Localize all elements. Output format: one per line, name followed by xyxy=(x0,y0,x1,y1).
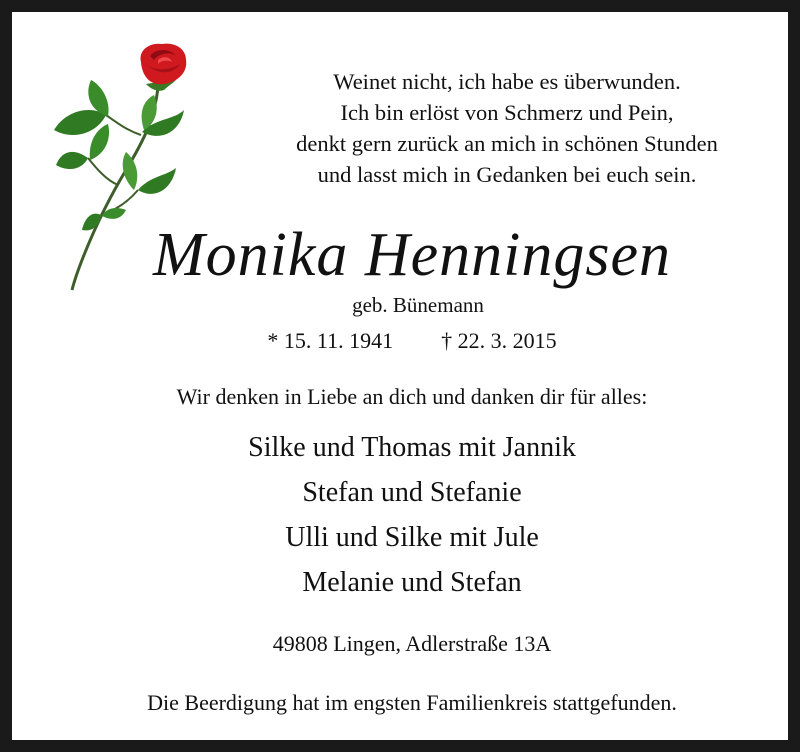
verse-line: denkt gern zurück an mich in schönen Stunden xyxy=(296,131,718,156)
family-member: Stefan und Stefanie xyxy=(302,477,522,508)
verse-line: Weinet nicht, ich habe es überwunden. xyxy=(333,69,681,94)
address: 49808 Lingen, Adlerstraße 13A xyxy=(272,631,552,656)
birth-date: * 15. 11. 1941 xyxy=(267,328,394,353)
maiden-name: geb. Bünemann xyxy=(352,293,484,317)
deceased-name: Monika Henningsen xyxy=(152,221,672,289)
life-dates xyxy=(12,326,800,356)
family-member: Melanie und Stefan xyxy=(302,567,522,598)
funeral-note: Die Beerdigung hat im engsten Familienkreis stattgefunden. xyxy=(147,690,677,715)
verse-line: Ich bin erlöst von Schmerz und Pein, xyxy=(340,100,674,125)
family-member: Ulli und Silke mit Jule xyxy=(285,522,539,553)
family-list xyxy=(12,425,800,605)
death-date: † 22. 3. 2015 xyxy=(441,328,557,353)
thanks-line: Wir denken in Liebe an dich und danken dir für alles: xyxy=(176,384,648,409)
family-member: Silke und Thomas mit Jannik xyxy=(248,432,576,463)
verse-line: und lasst mich in Gedanken bei euch sein. xyxy=(317,162,697,187)
verse xyxy=(242,66,772,190)
